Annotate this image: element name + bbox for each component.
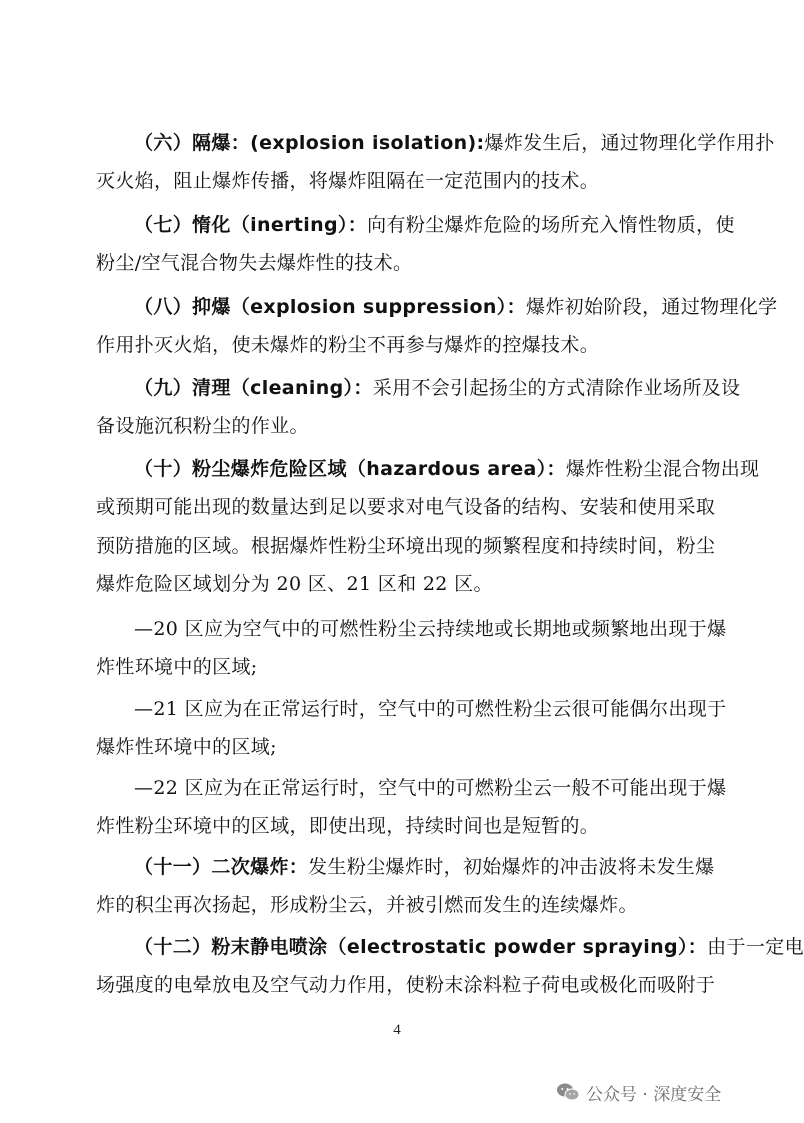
paragraph-line: 炸的积尘再次扬起，形成粉尘云，并被引燃而发生的连续爆炸。 [96, 894, 638, 916]
paragraph-line: 备设施沉积粉尘的作业。 [96, 415, 309, 437]
wechat-icon [556, 1082, 580, 1102]
paragraph-line: —20 区应为空气中的可燃性粉尘云持续地或长期地或频繁地出现于爆 [134, 618, 727, 640]
paragraph-line: 爆炸危险区域划分为 20 区、21 区和 22 区。 [96, 573, 493, 595]
watermark-text: 公众号 · 深度安全 [586, 1084, 722, 1105]
term-heading: （十二）粉末静电喷涂（electrostatic powder spraying）： [134, 936, 708, 958]
definition-text: 由于一定电 [707, 936, 804, 958]
term-heading: （十一）二次爆炸： [134, 856, 309, 878]
paragraph-line: 预防措施的区域。根据爆炸性粉尘环境出现的频繁程度和持续时间，粉尘 [96, 535, 716, 557]
paragraph-line: —22 区应为在正常运行时，空气中的可燃粉尘云一般不可能出现于爆 [134, 777, 727, 799]
page-number: 4 [393, 1022, 401, 1038]
paragraph-line: 或预期可能出现的数量达到足以要求对电气设备的结构、安装和使用采取 [96, 496, 716, 518]
wechat-watermark [556, 1078, 721, 1106]
term-heading: （六）隔爆：(explosion isolation): [134, 132, 485, 154]
definition-text: 爆炸性粉尘混合物出现 [565, 458, 760, 480]
paragraph-line [134, 210, 735, 240]
paragraph-line [134, 454, 760, 484]
paragraph-line: 场强度的电晕放电及空气动力作用，使粉末涂料粒子荷电或极化而吸附于 [96, 974, 716, 996]
definition-text: 爆炸初始阶段，通过物理化学 [525, 296, 778, 318]
paragraph-line: 炸性粉尘环境中的区域，即使出现，持续时间也是短暂的。 [96, 815, 600, 837]
paragraph-line [134, 852, 715, 882]
term-heading: （十）粉尘爆炸危险区域（hazardous area）： [134, 458, 566, 480]
paragraph-line: —21 区应为在正常运行时，空气中的可燃性粉尘云很可能偶尔出现于 [134, 698, 727, 720]
term-heading: （八）抑爆（explosion suppression）： [134, 296, 526, 318]
paragraph-line: 灭火焰，阻止爆炸传播，将爆炸阻隔在一定范围内的技术。 [96, 170, 600, 192]
paragraph-line [134, 373, 741, 403]
paragraph-line [134, 932, 804, 962]
paragraph-line: 爆炸性环境中的区域; [96, 736, 277, 758]
paragraph-line: 作用扑灭火焰，使未爆炸的粉尘不再参与爆炸的控爆技术。 [96, 334, 600, 356]
term-heading: （七）惰化（inerting）： [134, 214, 368, 236]
paragraph-line: 粉尘/空气混合物失去爆炸性的技术。 [96, 252, 413, 274]
definition-text: 发生粉尘爆炸时，初始爆炸的冲击波将未发生爆 [308, 856, 715, 878]
term-heading: （九）清理（cleaning）： [134, 377, 373, 399]
definition-text: 向有粉尘爆炸危险的场所充入惰性物质，使 [367, 214, 735, 236]
paragraph-line: 炸性环境中的区域; [96, 656, 258, 678]
definition-text: 采用不会引起扬尘的方式清除作业场所及设 [372, 377, 741, 399]
paragraph-line [134, 292, 778, 322]
paragraph-line [134, 128, 775, 158]
definition-text: 爆炸发生后，通过物理化学作用扑 [484, 132, 775, 154]
